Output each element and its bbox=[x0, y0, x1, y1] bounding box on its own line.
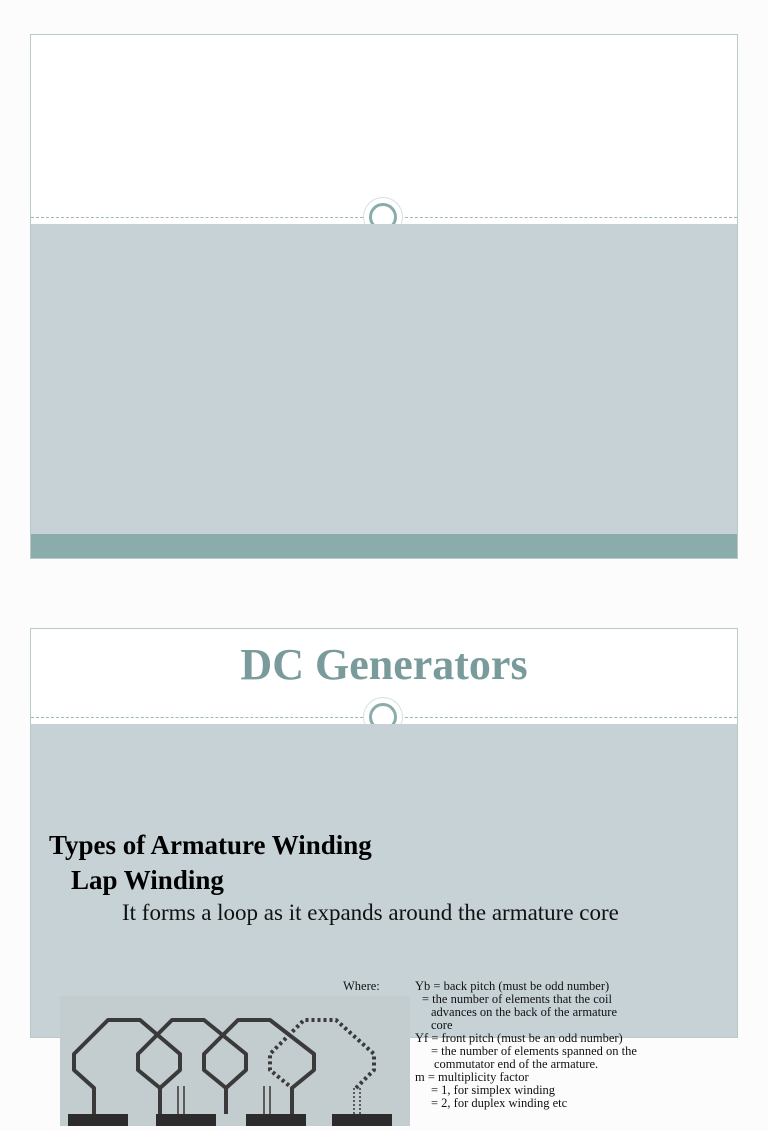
definition-line: = the number of elements that the coil bbox=[422, 992, 612, 1006]
slide-1 bbox=[30, 34, 738, 559]
definitions-list bbox=[415, 980, 735, 1110]
where-label: Where: bbox=[343, 979, 380, 993]
slide-title: DC Generators bbox=[240, 640, 528, 689]
definition-line: core bbox=[431, 1018, 453, 1032]
definition-line: = 2, for duplex winding etc bbox=[431, 1096, 568, 1110]
section-heading: Types of Armature Winding bbox=[49, 830, 372, 860]
definition-line: m = multiplicity factor bbox=[415, 1070, 529, 1084]
slide-2 bbox=[30, 628, 738, 1110]
definition-line: = the number of elements spanned on the bbox=[431, 1044, 637, 1058]
slide-1-title-area bbox=[31, 35, 737, 218]
definition-line: Yf = front pitch (must be an odd number) bbox=[415, 1031, 623, 1045]
description-text: It forms a loop as it expands around the armature core bbox=[122, 900, 619, 925]
slide-2-content-area bbox=[31, 724, 737, 1110]
definition-line: advances on the back of the armature bbox=[431, 1005, 618, 1019]
definition-line: Yb = back pitch (must be odd number) bbox=[415, 979, 610, 993]
definition-line: commutator end of the armature. bbox=[434, 1057, 599, 1071]
slide-1-footer-bar bbox=[31, 534, 737, 558]
lap-winding-diagram bbox=[60, 996, 410, 1126]
subsection-heading: Lap Winding bbox=[71, 865, 224, 895]
slide-1-content-area bbox=[31, 224, 737, 534]
definition-line: = 1, for simplex winding bbox=[431, 1083, 556, 1097]
lap-winding-diagram-graphic bbox=[60, 996, 410, 1126]
